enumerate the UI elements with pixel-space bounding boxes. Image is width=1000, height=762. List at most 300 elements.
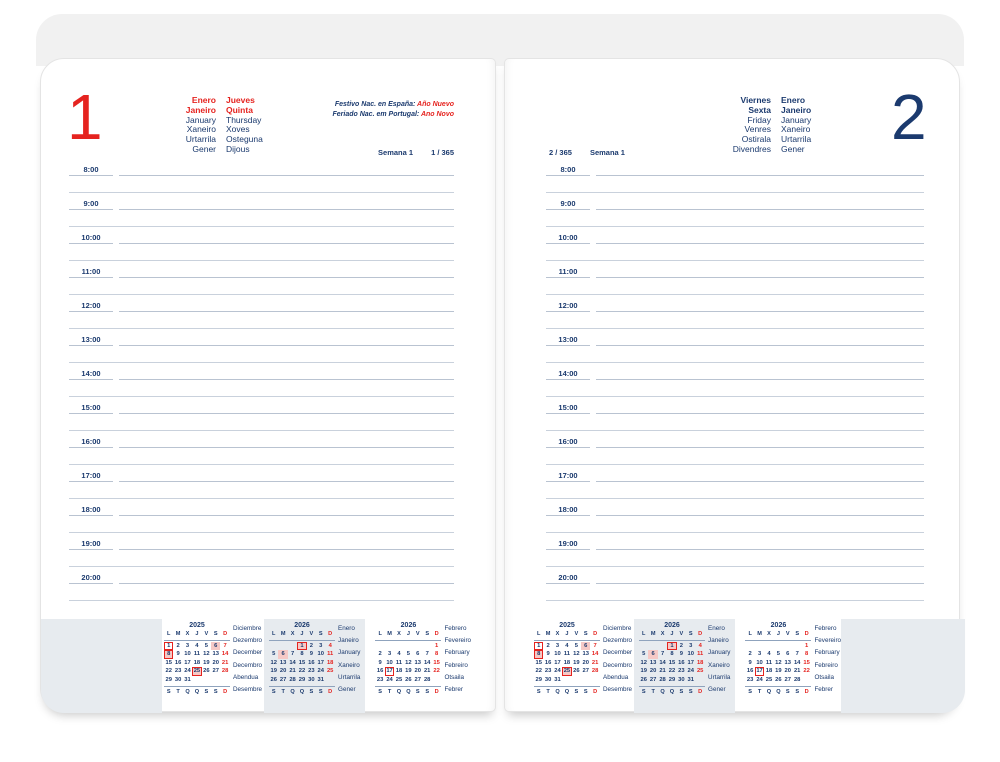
calendar-week <box>164 659 230 668</box>
hour-label: 14:00 <box>69 369 113 380</box>
calendar-week <box>375 659 441 668</box>
day-initial: D <box>328 631 333 637</box>
calendar-day: 6 <box>211 642 220 651</box>
month-name-label: Dezembro <box>603 637 633 645</box>
calendar-year: 2025 <box>189 622 205 629</box>
hour-label: 10:00 <box>69 233 113 244</box>
month-name: Janeiro <box>185 104 216 115</box>
month-name-label: Dezembro <box>233 637 263 645</box>
hour-label: 18:00 <box>69 505 113 516</box>
calendar-day: 23 <box>376 676 384 683</box>
month-name-label: December <box>603 649 633 657</box>
weekday-name: Dijous <box>226 143 250 154</box>
month-name-label: Otsaila <box>444 673 465 681</box>
day-initial: Q <box>194 688 200 695</box>
hour-row <box>546 402 924 436</box>
calendar-day: 25 <box>765 676 773 683</box>
holiday-line-spain: Festivo Nac. en España: Año Nuevo <box>334 101 454 108</box>
calendar-day: 20 <box>582 659 589 666</box>
month-name-labels <box>603 622 632 713</box>
calendar-year: 2026 <box>400 622 417 629</box>
calendar-day: 11 <box>327 651 334 658</box>
calendar-day <box>394 642 403 651</box>
calendar-day: 17 <box>554 659 561 666</box>
calendar-day: 10 <box>184 651 191 658</box>
month-name: Janeiro <box>781 104 812 115</box>
day-initial: S <box>688 688 693 695</box>
day-initial: V <box>574 631 579 637</box>
day-initial: X <box>397 631 401 637</box>
day-initial: T <box>176 688 180 695</box>
calendar-day: 18 <box>765 668 773 675</box>
calendar-day: 19 <box>640 668 647 675</box>
calendar-year: 2026 <box>664 622 680 629</box>
day-initial: S <box>583 688 588 695</box>
calendar-day: 17 <box>184 659 191 666</box>
calendar-day: 16 <box>308 659 315 666</box>
month-name: Enero <box>781 95 806 105</box>
calendar-day: 24 <box>756 676 763 683</box>
calendar-day <box>639 642 648 651</box>
calendar-day <box>658 642 667 651</box>
calendar-day: 5 <box>574 642 578 649</box>
calendar-week <box>745 676 811 685</box>
hour-label: 16:00 <box>546 437 590 448</box>
month-name-label: Enero <box>708 625 725 632</box>
month-name-labels <box>444 622 471 713</box>
calendar-day: 14 <box>289 659 296 666</box>
month-name-label: Abendua <box>603 673 629 681</box>
half-hour-line <box>69 294 454 295</box>
week-info-right <box>549 148 625 157</box>
mini-calendar-december <box>534 619 632 713</box>
calendar-day: 27 <box>784 676 791 683</box>
month-name-label: January <box>338 649 361 657</box>
spanish-day-initials <box>745 630 811 641</box>
calendar-day: 31 <box>184 676 191 683</box>
day-initial: D <box>223 631 228 637</box>
month-name-labels <box>233 622 262 713</box>
day-number-left: 1 <box>67 81 101 153</box>
calendar-day: 8 <box>434 651 439 658</box>
month-name-label: Xaneiro <box>338 661 360 669</box>
portuguese-day-initials <box>164 686 230 697</box>
calendar-day: 17 <box>756 668 763 675</box>
weekday-name: Xoves <box>226 124 250 135</box>
day-of-year: 1 / 365 <box>431 148 454 157</box>
month-name-label: Urtarrila <box>338 673 361 681</box>
month-name-label: Otsaila <box>814 673 835 681</box>
calendar-day: 4 <box>698 642 702 649</box>
month-name: January <box>781 114 812 125</box>
calendar-day: 14 <box>793 659 801 666</box>
half-hour-line <box>69 532 454 533</box>
calendar-day: 23 <box>678 668 685 675</box>
hour-row <box>69 266 454 300</box>
day-initial: T <box>546 688 550 695</box>
mini-calendar-grid <box>639 622 705 713</box>
calendar-day <box>648 642 657 651</box>
month-name: Xaneiro <box>186 124 216 135</box>
hour-row <box>546 232 924 266</box>
calendar-day: 3 <box>319 642 323 649</box>
hour-label: 15:00 <box>546 403 590 414</box>
hourly-schedule-right <box>546 164 924 606</box>
calendar-day: 29 <box>165 676 172 683</box>
hour-row <box>69 300 454 334</box>
hour-label: 11:00 <box>546 267 590 278</box>
hour-label: 20:00 <box>546 573 590 584</box>
spanish-day-initials <box>534 630 600 641</box>
day-initial: S <box>415 688 420 695</box>
calendar-day: 20 <box>414 668 421 675</box>
calendar-day: 28 <box>659 676 666 683</box>
calendar-week <box>639 676 705 685</box>
hour-writing-line <box>119 345 454 346</box>
calendar-day: 16 <box>746 668 754 675</box>
week-number: Semana 1 <box>378 148 414 157</box>
hour-label: 13:00 <box>546 335 590 346</box>
day-initial: D <box>223 688 228 695</box>
day-initial: S <box>583 631 588 637</box>
month-name-label: Fevereiro <box>444 637 472 645</box>
hour-writing-line <box>596 481 924 482</box>
calendar-day: 11 <box>563 651 570 658</box>
hour-writing-line <box>596 345 924 346</box>
mini-calendar-january-current <box>264 619 365 713</box>
day-initial: J <box>565 631 569 637</box>
mini-calendar-strip-right <box>505 619 959 713</box>
calendar-day <box>422 642 431 651</box>
calendar-day: 4 <box>565 642 569 649</box>
hour-label: 20:00 <box>69 573 113 584</box>
calendar-day: 11 <box>697 651 704 658</box>
month-name-label: Febrero <box>814 625 837 632</box>
day-of-year: 2 / 365 <box>549 148 572 157</box>
calendar-day: 24 <box>554 668 561 675</box>
calendar-day: 13 <box>649 659 657 666</box>
calendar-week <box>745 650 811 659</box>
hour-row <box>546 572 924 606</box>
calendar-day: 19 <box>270 668 277 675</box>
calendar-day: 9 <box>748 659 752 666</box>
day-initial: D <box>698 688 703 695</box>
calendar-day: 11 <box>765 659 773 666</box>
calendar-day <box>745 642 754 651</box>
calendar-day <box>590 676 599 685</box>
calendar-day: 6 <box>416 651 420 658</box>
calendar-day <box>432 676 441 685</box>
calendar-week <box>639 667 705 676</box>
hour-writing-line <box>119 447 454 448</box>
day-initial: D <box>593 631 598 637</box>
day-initial: T <box>281 688 285 695</box>
hour-row <box>69 538 454 572</box>
hour-row <box>69 470 454 504</box>
day-initial: S <box>309 688 314 695</box>
hour-label: 17:00 <box>546 471 590 482</box>
day-initial: S <box>378 688 383 695</box>
calendar-day: 30 <box>308 676 315 683</box>
calendar-day: 27 <box>414 676 421 683</box>
half-hour-line <box>546 566 924 567</box>
mini-calendar-grid <box>164 622 230 713</box>
calendar-day: 22 <box>298 668 306 675</box>
hour-writing-line <box>119 549 454 550</box>
diary-page-right <box>504 58 960 712</box>
calendar-day: 20 <box>784 668 791 675</box>
day-initial: S <box>748 688 753 695</box>
mini-calendar-january-current <box>634 619 735 713</box>
day-initial: Q <box>766 688 772 695</box>
calendar-day: 2 <box>176 642 180 649</box>
calendar-day: 24 <box>317 668 324 675</box>
portuguese-day-initials <box>639 686 705 697</box>
hour-row <box>546 504 924 538</box>
gray-panel <box>41 619 162 713</box>
month-name-labels <box>708 622 730 713</box>
day-initial: M <box>650 631 656 637</box>
calendar-day: 9 <box>378 659 382 666</box>
hour-row <box>69 504 454 538</box>
half-hour-line <box>546 498 924 499</box>
calendar-day: 26 <box>270 676 277 683</box>
calendar-week <box>164 650 230 659</box>
calendar-day <box>562 676 571 685</box>
month-name-label: Diciembre <box>233 625 262 632</box>
spanish-day-initials <box>639 630 705 641</box>
month-name-labels <box>814 622 841 713</box>
calendar-day: 5 <box>204 642 208 649</box>
hour-writing-line <box>119 413 454 414</box>
calendar-week <box>639 642 705 651</box>
day-initial: S <box>318 688 323 695</box>
mini-calendar-february <box>745 619 841 713</box>
half-hour-line <box>546 532 924 533</box>
day-initial: S <box>204 688 209 695</box>
hour-row <box>546 538 924 572</box>
day-initial: L <box>166 631 171 637</box>
day-initial: M <box>545 631 551 637</box>
calendar-day: 20 <box>649 668 657 675</box>
calendar-day: 11 <box>193 651 200 658</box>
month-name-label: February <box>444 649 470 657</box>
calendar-day: 28 <box>221 668 229 675</box>
calendar-day: 6 <box>278 650 287 659</box>
weekday-name: Viernes <box>740 95 771 105</box>
calendar-day: 17 <box>687 659 694 666</box>
calendar-day <box>385 642 394 651</box>
hour-writing-line <box>119 481 454 482</box>
calendar-day: 22 <box>433 668 440 675</box>
calendar-day: 6 <box>786 651 790 658</box>
calendar-day: 1 <box>667 642 676 651</box>
calendar-week <box>269 667 335 676</box>
calendar-day <box>202 676 211 685</box>
mini-calendar-grid <box>745 622 811 713</box>
month-name-label: Desembre <box>233 686 263 694</box>
calendar-day: 27 <box>582 668 589 675</box>
day-initial: J <box>776 631 780 637</box>
calendar-day: 21 <box>591 659 599 666</box>
calendar-day: 19 <box>775 668 782 675</box>
half-hour-line <box>69 600 454 601</box>
calendar-week <box>269 659 335 668</box>
hour-label: 17:00 <box>69 471 113 482</box>
hour-row <box>546 334 924 368</box>
calendar-day <box>269 642 278 651</box>
calendar-day <box>695 676 704 685</box>
hour-label: 13:00 <box>69 335 113 346</box>
calendar-day: 8 <box>534 650 543 659</box>
weekday-name: Venres <box>744 124 771 135</box>
calendar-day: 1 <box>164 642 173 651</box>
holiday-line-portugal: Feriado Nac. em Portugal: Ano Novo <box>332 110 454 118</box>
calendar-day: 30 <box>678 676 685 683</box>
half-hour-line <box>546 260 924 261</box>
calendar-day: 4 <box>195 642 199 649</box>
mini-calendar-grid <box>534 622 600 713</box>
calendar-day: 24 <box>184 668 191 675</box>
weekday-names-left <box>226 96 263 155</box>
calendar-day: 28 <box>423 676 431 683</box>
half-hour-line <box>69 192 454 193</box>
half-hour-line <box>69 362 454 363</box>
calendar-day: 18 <box>696 659 704 666</box>
day-initial: J <box>300 631 304 637</box>
calendar-day: 25 <box>696 668 704 675</box>
mini-calendar-grid <box>269 622 335 713</box>
month-name-label: Febreiro <box>814 661 838 669</box>
calendar-week <box>639 650 705 659</box>
hour-label: 9:00 <box>546 199 590 210</box>
calendar-day: 9 <box>309 651 313 658</box>
portuguese-day-initials <box>745 686 811 697</box>
calendar-day <box>375 642 384 651</box>
calendar-day: 23 <box>308 668 315 675</box>
hour-writing-line <box>596 175 924 176</box>
day-initial: V <box>785 631 790 637</box>
calendar-day: 13 <box>279 659 287 666</box>
calendar-day: 7 <box>660 651 665 658</box>
weekday-name: Jueves <box>226 95 255 105</box>
month-name-label: February <box>814 649 840 657</box>
day-initial: M <box>387 631 392 637</box>
calendar-day: 23 <box>746 676 754 683</box>
calendar-day: 14 <box>423 659 431 666</box>
calendar-week <box>375 650 441 659</box>
calendar-day: 21 <box>659 668 666 675</box>
day-initial: M <box>757 631 762 637</box>
calendar-day: 10 <box>317 651 324 658</box>
calendar-day: 4 <box>767 651 771 658</box>
month-name-label: Abendua <box>233 673 259 681</box>
calendar-year: 2026 <box>770 622 787 629</box>
calendar-day: 13 <box>212 651 219 658</box>
calendar-week <box>639 659 705 668</box>
calendar-day: 5 <box>272 651 276 658</box>
hour-writing-line <box>596 379 924 380</box>
calendar-day: 21 <box>793 668 801 675</box>
day-initial: S <box>213 688 218 695</box>
calendar-day: 7 <box>593 642 597 649</box>
half-hour-line <box>69 260 454 261</box>
calendar-day: 15 <box>298 659 306 666</box>
hour-writing-line <box>596 549 924 550</box>
day-initial: Q <box>660 688 665 695</box>
day-initial: S <box>271 688 276 695</box>
hour-label: 15:00 <box>69 403 113 414</box>
month-name-label: Febrer <box>444 686 463 694</box>
day-initial: S <box>536 688 541 695</box>
calendar-day: 5 <box>642 651 646 658</box>
day-initial: M <box>175 631 181 637</box>
calendar-day: 15 <box>535 659 542 666</box>
month-names-left <box>116 96 216 155</box>
calendar-day: 16 <box>174 659 182 666</box>
day-initial: V <box>679 631 684 637</box>
month-name-label: Urtarrila <box>708 673 731 681</box>
day-initial: S <box>318 631 323 637</box>
calendar-day <box>764 642 773 651</box>
calendar-day <box>192 676 201 685</box>
diary-page-left <box>40 58 496 712</box>
calendar-day: 12 <box>405 659 412 666</box>
hour-row <box>69 232 454 266</box>
day-initial: S <box>166 688 171 695</box>
hour-writing-line <box>596 277 924 278</box>
hour-writing-line <box>119 209 454 210</box>
half-hour-line <box>546 430 924 431</box>
calendar-day: 11 <box>395 659 403 666</box>
month-name-label: Febreiro <box>444 661 468 669</box>
calendar-day: 28 <box>289 676 296 683</box>
calendar-day: 3 <box>555 642 560 649</box>
portuguese-day-initials <box>375 686 441 697</box>
half-hour-line <box>69 396 454 397</box>
half-hour-line <box>546 396 924 397</box>
calendar-day: 12 <box>203 651 210 658</box>
mini-calendar-grid <box>375 622 441 713</box>
calendar-day: 16 <box>376 668 384 675</box>
calendar-day: 7 <box>290 651 295 658</box>
calendar-day: 26 <box>775 676 782 683</box>
calendar-day: 1 <box>804 642 809 649</box>
day-initial: S <box>641 688 646 695</box>
hour-writing-line <box>119 243 454 244</box>
hour-writing-line <box>119 379 454 380</box>
half-hour-line <box>546 600 924 601</box>
calendar-day: 8 <box>164 650 173 659</box>
day-initial: Q <box>396 688 402 695</box>
hour-writing-line <box>119 175 454 176</box>
half-hour-line <box>546 328 924 329</box>
calendar-day <box>404 642 413 651</box>
calendar-day: 30 <box>174 676 182 683</box>
hour-row <box>69 572 454 606</box>
calendar-day: 2 <box>378 651 382 658</box>
calendar-day <box>581 676 590 685</box>
calendar-day: 10 <box>554 651 561 658</box>
calendar-day: 22 <box>535 668 542 675</box>
calendar-day: 9 <box>176 651 180 658</box>
week-number: Semana 1 <box>589 148 625 157</box>
month-name-label: Enero <box>338 625 355 632</box>
day-initial: X <box>290 631 295 637</box>
calendar-day: 30 <box>544 676 552 683</box>
hour-writing-line <box>119 311 454 312</box>
calendar-day <box>792 642 801 651</box>
